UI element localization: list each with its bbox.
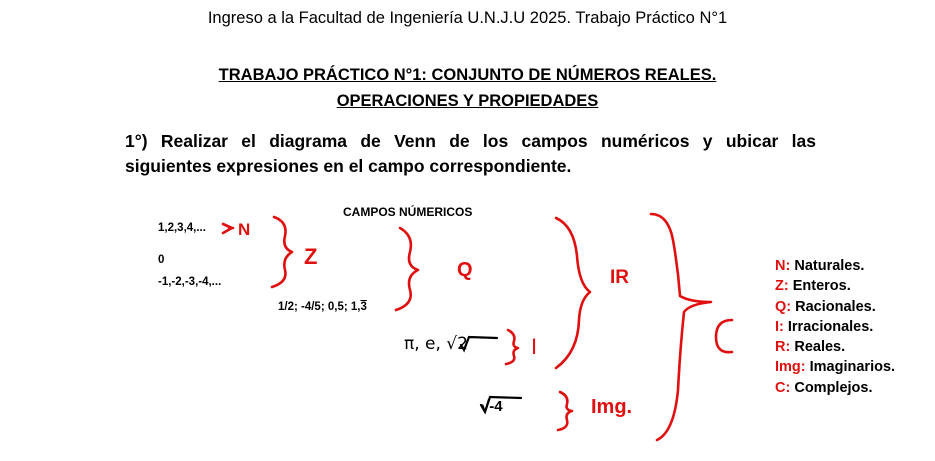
- rationals-label: Q: [457, 259, 473, 281]
- question-line-1: 1°) Realizar el diagrama de Venn de los campos numéricos y ubicar las: [125, 131, 816, 151]
- reals-brace: [556, 218, 590, 368]
- irrationals-label: I: [531, 334, 538, 359]
- naturals-list: 1,2,3,4,...: [158, 222, 206, 234]
- page-header: Ingreso a la Facultad de Ingeniería U.N.J.U 2025. Trabajo Práctico N°1: [207, 9, 728, 27]
- naturals-label: N: [238, 220, 251, 239]
- irrationals-brace: [506, 330, 518, 364]
- rationals-brace: [396, 228, 418, 310]
- legend-item: C: Complejos.: [775, 379, 873, 396]
- question-line-2: siguientes expresiones en el campo correspondiente.: [125, 156, 572, 176]
- imaginary-label: Img.: [591, 396, 633, 418]
- legend-item: I: Irracionales.: [775, 318, 874, 335]
- legend-item: Img: Imaginarios.: [775, 359, 896, 376]
- reals-label: IR: [610, 267, 629, 288]
- zero-value: 0: [158, 254, 165, 266]
- legend: [775, 256, 895, 398]
- naturals-arrow: [223, 224, 233, 233]
- integers-label: Z: [304, 244, 318, 269]
- irrationals-list: π, e, √2: [404, 334, 468, 354]
- negatives-list: -1,-2,-3,-4,...: [158, 276, 222, 288]
- periodic-digit: 3: [360, 301, 367, 313]
- complex-brace: [651, 214, 711, 440]
- integers-brace: [272, 217, 292, 287]
- rationals-prefix: 1/2; -4/5; 0,5; 1,: [278, 301, 361, 313]
- complex-letter: [716, 320, 732, 352]
- legend-item: Z: Enteros.: [775, 278, 851, 295]
- legend-item: R: Reales.: [775, 339, 846, 356]
- title-line-1: TRABAJO PRÁCTICO N°1: CONJUNTO DE NÚMEROS REALES.: [218, 66, 717, 84]
- legend-item: N: Naturales.: [775, 258, 865, 274]
- title-line-2: OPERACIONES Y PROPIEDADES: [336, 92, 599, 110]
- imaginary-brace: [558, 392, 572, 430]
- imaginary-value: √-4: [481, 398, 503, 415]
- diagram-title: CAMPOS NÚMERICOS: [343, 205, 473, 219]
- legend-item: Q: Racionales.: [775, 298, 876, 315]
